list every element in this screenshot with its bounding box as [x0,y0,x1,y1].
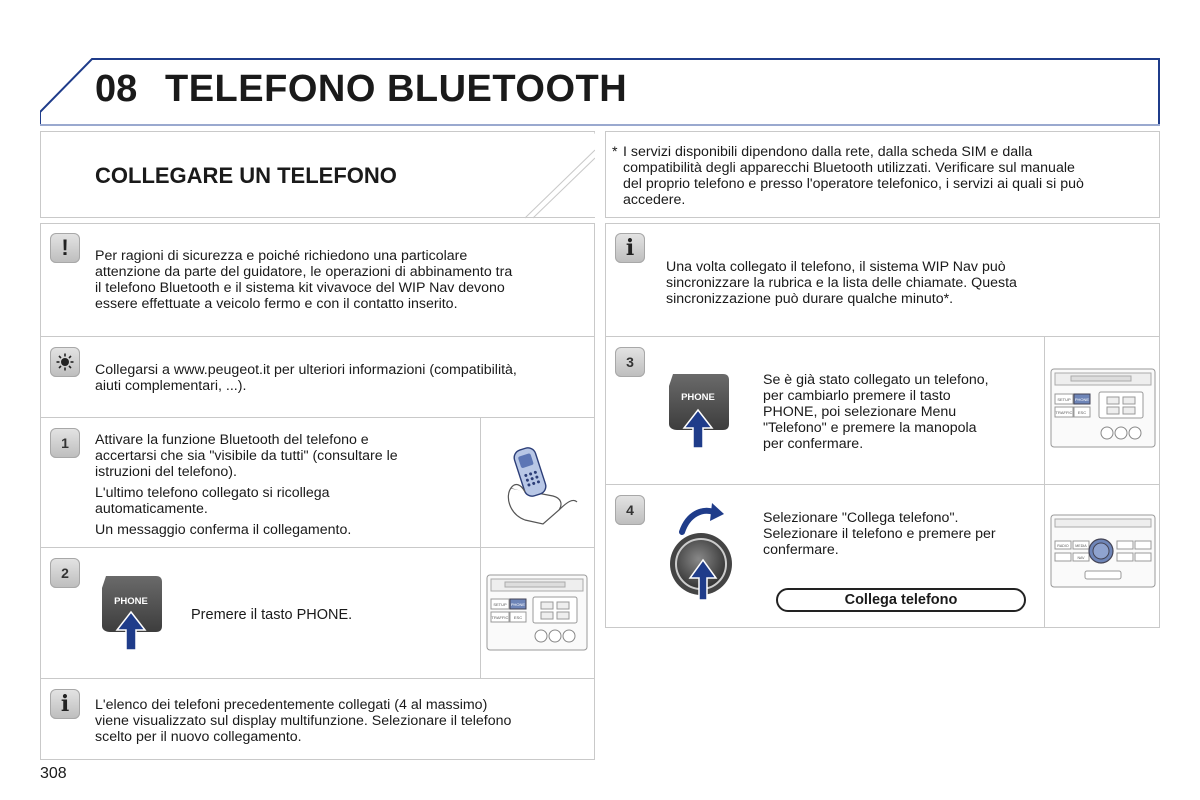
step3-illustration [1044,337,1160,485]
chapter-number: 08 [95,68,138,110]
svg-text:ESC: ESC [1077,410,1087,415]
svg-text:PHONE: PHONE [114,596,148,607]
svg-text:TRAFFIC: TRAFFIC [491,615,509,620]
info-right-text: Una volta collegato il telefono, il sistema WIP Nav può sincronizzare la rubrica e la lista delle chiamate. Questa sincronizzazione può durare qualche minuto*. [666,259,1017,307]
chapter-title: TELEFONO BLUETOOTH [165,68,628,110]
svg-text:NAV: NAV [1077,556,1085,560]
phone-button-icon [100,574,164,659]
step4-number-badge: 4 [615,495,645,525]
svg-text:RADIO: RADIO [1057,544,1069,548]
step4-illustration [1044,485,1160,628]
radio-panel-phone-icon [1045,337,1160,485]
radio-panel-knob-icon [1045,485,1160,628]
step2-text: Premere il tasto PHONE. [191,607,353,623]
step3-text: Se è già stato collegato un telefono, per cambiarlo premere il tasto PHONE, poi selezionare Menu "Telefono" e premere la manopola per confermare. [763,372,989,452]
lightbulb-icon [50,347,80,377]
footnote-text: I servizi disponibili dipendono dalla rete, dalla scheda SIM e dalla compatibilità degli apparecchi Bluetooth utilizzati. Verificare sul manuale del proprio telefono e presso l'operatore telefonico, i servizi ai quali si può accedere. [623,144,1084,208]
step1-illustration [480,418,595,548]
section-title: COLLEGARE UN TELEFONO [95,163,397,188]
footnote-marker: * [612,144,618,160]
info-left-text: L'elenco dei telefoni precedentemente collegati (4 al massimo) viene visualizzato sul display multifunzione. Selezionare il telefono scelto per il nuovo collegamento. [95,697,512,745]
info-icon: i [50,689,80,719]
step1-number-badge: 1 [50,428,80,458]
collega-telefono-button[interactable]: Collega telefono [776,588,1026,612]
svg-text:MEDIA: MEDIA [1075,544,1087,548]
svg-text:TRAFFIC: TRAFFIC [1055,410,1073,415]
step4-text: Selezionare "Collega telefono". Selezionare il telefono e premere per confermare. [763,510,996,558]
warning-icon: ! [50,233,80,263]
svg-text:PHONE: PHONE [681,392,715,403]
section-title-corner [525,132,595,219]
handheld-phone-icon [481,418,595,548]
page-number: 308 [40,765,67,782]
svg-text:PHONE: PHONE [510,602,526,607]
warning-text: Per ragioni di sicurezza e poiché richiedono una particolare attenzione da parte del guidatore, le operazioni di abbinamento tra il telefono Bluetooth e il sistema kit vivavoce del WIP Nav devono essere effettuate a veicolo fermo e con il contatto inserito. [95,248,513,312]
info-icon: i [615,233,645,263]
step2-illustration [480,548,595,679]
tip-text: Collegarsi a www.peugeot.it per ulteriori informazioni (compatibilità, aiuti complementari, ...). [95,362,517,394]
chapter-header [40,58,1160,126]
svg-text:PHONE: PHONE [1074,397,1090,402]
svg-text:SETUP: SETUP [1057,397,1071,402]
svg-text:ESC: ESC [513,615,523,620]
step3-number-badge: 3 [615,347,645,377]
rotary-knob-icon [668,500,738,609]
radio-panel-phone-icon [481,548,595,679]
step2-number-badge: 2 [50,558,80,588]
step1-text: Attivare la funzione Bluetooth del telefono e accertarsi che sia "visibile da tutti" (consultare le istruzioni del telefono). L'ultimo telefono collegato si ricollega automaticamente. Un messaggio conferma il collegamento. [95,432,398,538]
phone-button-icon [667,372,731,457]
svg-text:SETUP: SETUP [493,602,507,607]
